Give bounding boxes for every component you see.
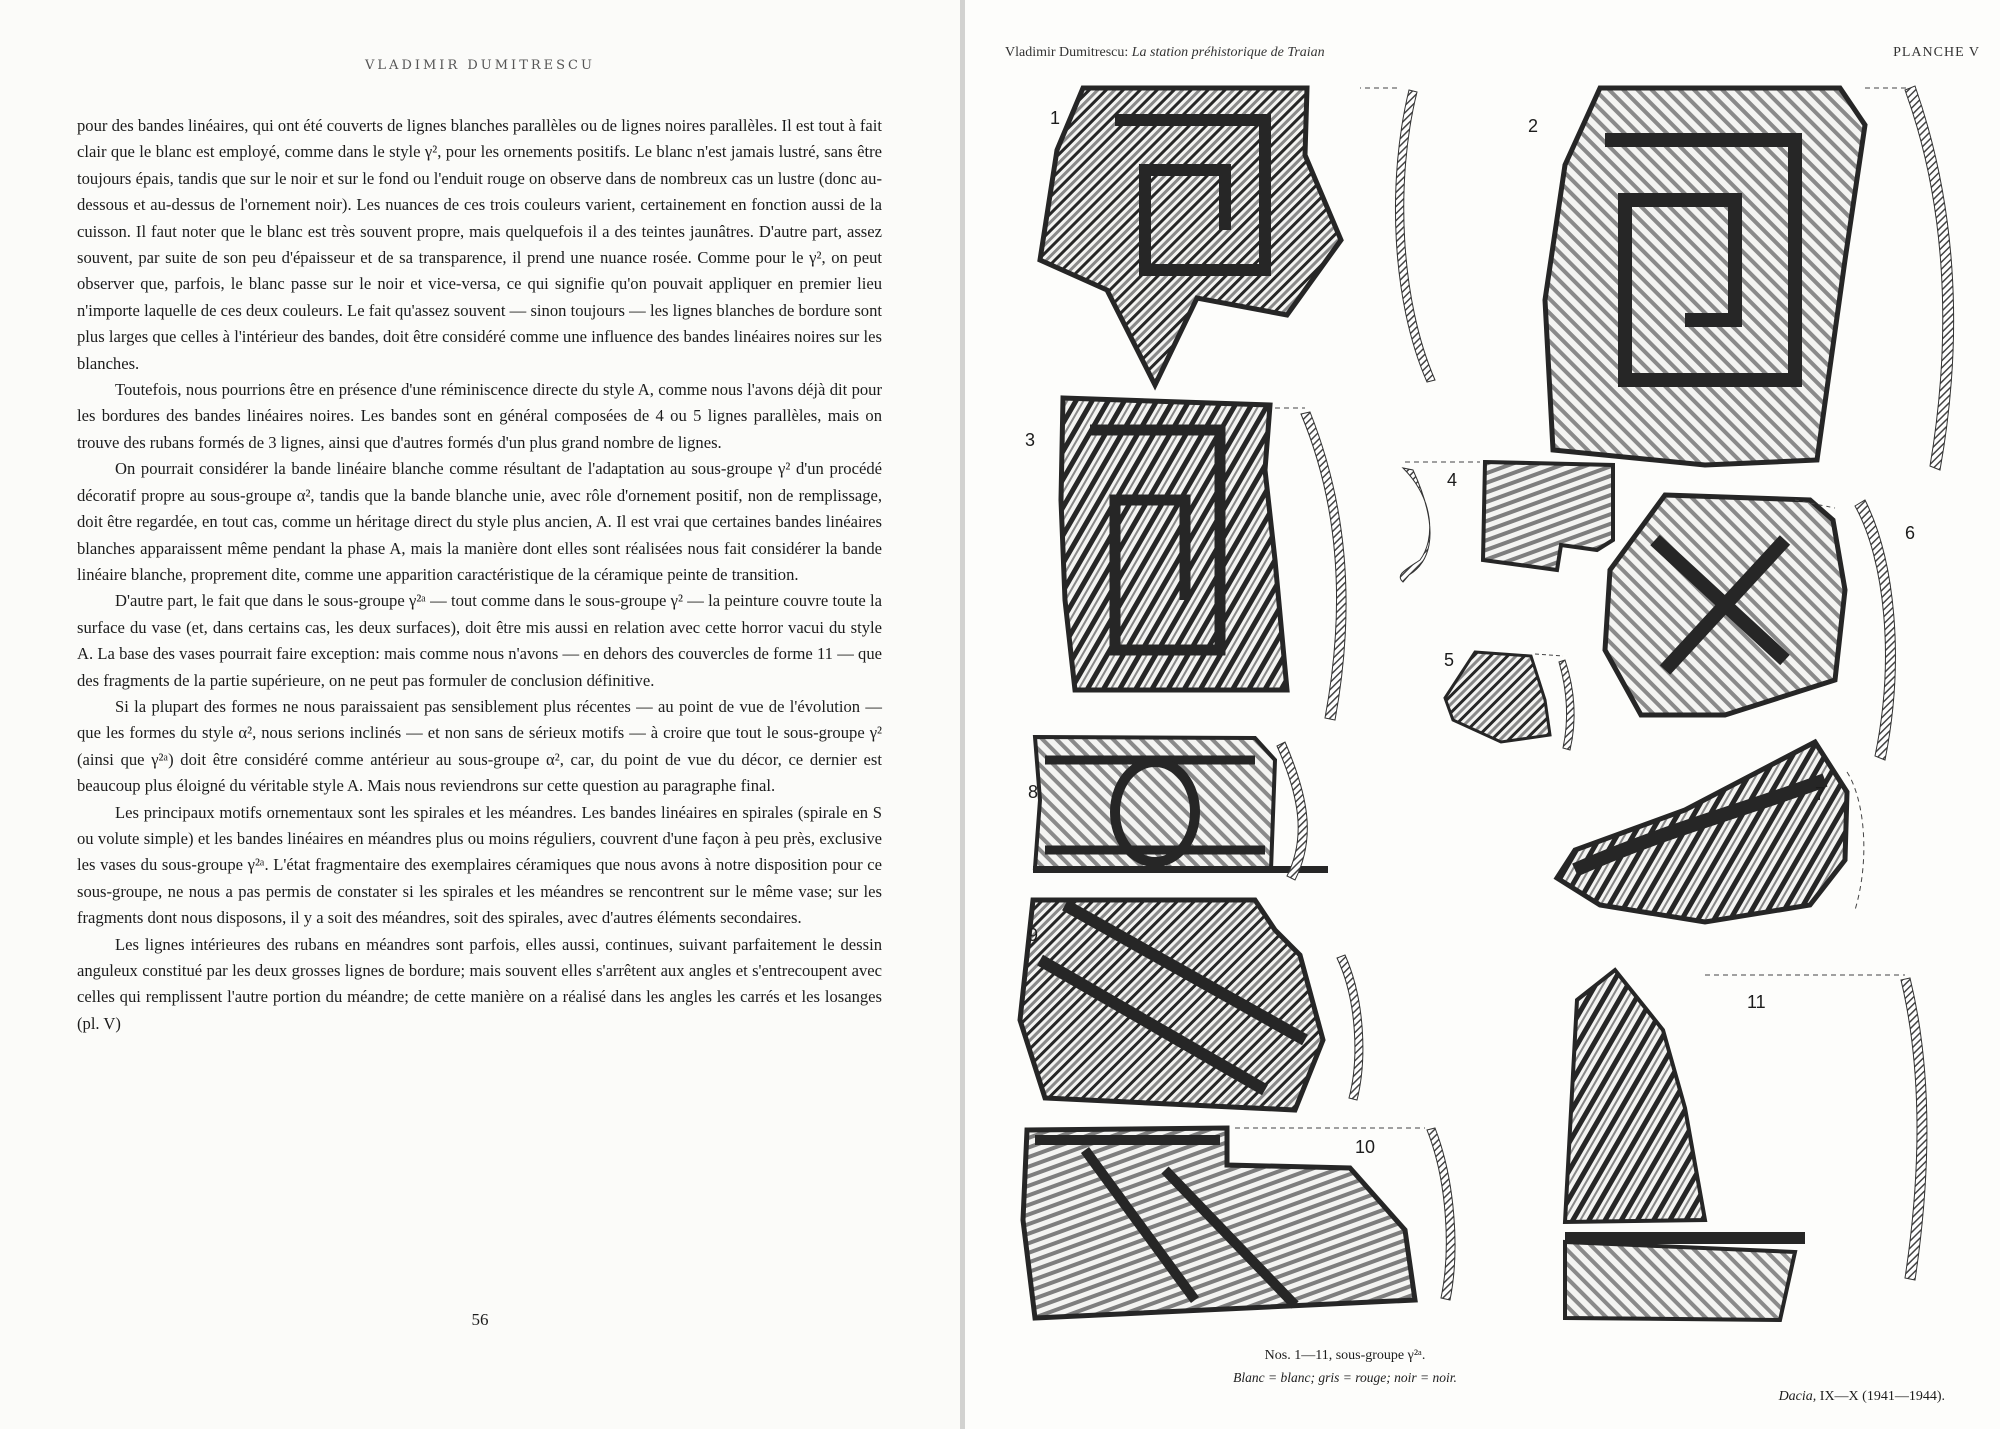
paragraph: D'autre part, le fait que dans le sous-groupe γ²ᵃ — tout comme dans le sous-groupe γ² — la peinture couvre toute la surface du vase (et, dans certains cas, les deux surfaces), doit être mis aussi en relation avec cette horror vacui du style A. La base des vases pourrait faire exception: mais comme nous n'avons — en dehors des couvercles de forme 11 — que des fragments de la partie supérieure, on ne peut pas formuler de conclusion définitive. — [77, 591, 882, 690]
journal-volume: IX—X (1941—1944). — [1819, 1389, 1945, 1404]
fragment-10 — [1023, 1128, 1455, 1318]
running-head: VLADIMIR DUMITRESCU — [365, 58, 595, 73]
fragment-3 — [1061, 398, 1346, 720]
figure-number: 6 — [1905, 523, 1916, 543]
figure-number: 3 — [1025, 430, 1036, 450]
plate-caption: Nos. 1—11, sous-groupe γ²ᵃ. — [1264, 1348, 1426, 1363]
left-page — [0, 0, 960, 1429]
figure-number: 8 — [1028, 782, 1039, 802]
fragment-6 — [1605, 495, 1895, 760]
figure-number: 1 — [1050, 108, 1061, 128]
plate-label: PLANCHE V — [1893, 45, 1980, 60]
fragment-2 — [1545, 86, 1954, 470]
figure-number: 9 — [1028, 925, 1039, 945]
figure-number: 11 — [1747, 992, 1766, 1012]
fragment-8 — [1033, 737, 1328, 880]
fragment-9 — [1020, 900, 1363, 1110]
fragment-1 — [1040, 88, 1435, 385]
pottery-plate-figure — [965, 0, 2000, 1340]
page-number: 56 — [471, 1310, 489, 1329]
fragment-5 — [1445, 652, 1574, 750]
body-text — [77, 113, 882, 1037]
paragraph: Si la plupart des formes ne nous paraissaient pas sensiblement plus récentes — au point de vue de l'évolution — que les formes du style α², nous serions inclinés — et non sans de sérieux motifs — à croire que tout le sous-groupe γ² (ainsi que γ²ᵃ) doit être considéré comme antérieur au sous-groupe α², car, du point de vue du décor, ce dernier est beaucoup plus éloigné du véritable style A. Mais nous reviendrons sur cette question au paragraphe final. — [77, 696, 882, 796]
journal-footer — [1779, 1389, 1945, 1405]
paragraph: Les lignes intérieures des rubans en méandres sont parfois, elles aussi, continues, suivant parfaitement le dessin anguleux constitué par les deux grosses lignes de bordure; mais souvent elles s'arrêtent aux angles et s'entrecoupent avec celles qui remplissent l'autre portion du méandre; de cette manière on a réalisé dans les angles les carrés et les losanges (pl. V) — [77, 934, 882, 1033]
figure-number: 4 — [1447, 470, 1458, 490]
running-head-title: La station préhistorique de Traian — [1131, 45, 1325, 60]
fragment-11 — [1565, 970, 1927, 1320]
plate-caption-legend: Blanc = blanc; gris = rouge; noir = noir. — [1233, 1370, 1457, 1385]
figure-number: 5 — [1444, 650, 1455, 670]
paragraph: Toutefois, nous pourrions être en présence d'une réminiscence directe du style A, comme nous l'avons déjà dit pour les bordures des bandes linéaires noires. Les bandes sont en général composées de 4 ou 5 lignes parallèles, mais on trouve des rubans formés de 3 lignes, ainsi que d'autres formés d'un plus grand nombre de lignes. — [77, 380, 882, 452]
paragraph: On pourrait considérer la bande linéaire blanche comme résultant de l'adaptation au sous-groupe γ² d'un procédé décoratif propre au sous-groupe α², tandis que la bande blanche unie, avec rôle d'ornement positif, non de remplissage, doit être regardée, en tout cas, comme un héritage direct du style plus ancien, A. Il est vrai que certaines bandes linéaires blanches apparaissent même pendant la phase A, mais la manière dont elles sont réalisées nous fait considérer la bande linéaire blanche, proprement dite, comme une apparition caractéristique de la céramique peinte de transition. — [77, 459, 882, 584]
figure-number: 7 — [1815, 784, 1826, 804]
fragment-7 — [1557, 742, 1864, 922]
paragraph: pour des bandes linéaires, qui ont été couverts de lignes blanches parallèles ou de lignes noires parallèles. Il est tout à fait clair que le blanc est employé, comme dans le style γ², pour les ornements positifs. Le blanc n'est jamais lustré, sans être toujours épais, tandis que sur le noir et sur le fond ou l'enduit rouge on observe dans de nombreux cas un lustre (donc au-dessous et au-dessus de l'ornement noir). Les nuances de ces trois couleurs varient, certainement en fonction aussi de la cuisson. Il faut noter que le blanc est très souvent propre, mais quelquefois il a des teintes jaunâtres. D'autre part, assez souvent, par suite de son peu d'épaisseur et de sa transparence, il prend une nuance rosée. Comme pour le γ², on peut observer que, parfois, le blanc passe sur le noir et vice-versa, ce qui signifie qu'on pouvait appliquer en premier lieu n'importe laquelle de ces deux couleurs. Le fait qu'assez souvent — sinon toujours — les lignes blanches de bordure sont plus larges que celles à l'intérieur des bandes, doit être considéré comme une influence des bandes linéaires noires sur les blanches. — [77, 116, 882, 373]
figure-number: 10 — [1355, 1137, 1376, 1157]
figure-number: 2 — [1528, 116, 1539, 136]
paragraph: Les principaux motifs ornementaux sont les spirales et les méandres. Les bandes linéaires en spirales (spirale en S ou volute simple) et les bandes linéaires en méandres plus ou moins réguliers, couvrent d'une façon à peu près, exclusive les vases du sous-groupe γ²ᵃ. L'état fragmentaire des exemplaires céramiques que nous avons à notre disposition pour ce sous-groupe, ne nous a pas permis de constater si les spirales et les méandres se rencontrent sur le même vase; sur les fragments dont nous disposons, il y a soit des méandres, soit des spirales, avec d'autres éléments secondaires. — [77, 802, 882, 928]
journal-name: Dacia, — [1778, 1389, 1817, 1404]
fragment-4 — [1400, 462, 1613, 582]
running-head-author: Vladimir Dumitrescu: — [1005, 45, 1129, 60]
